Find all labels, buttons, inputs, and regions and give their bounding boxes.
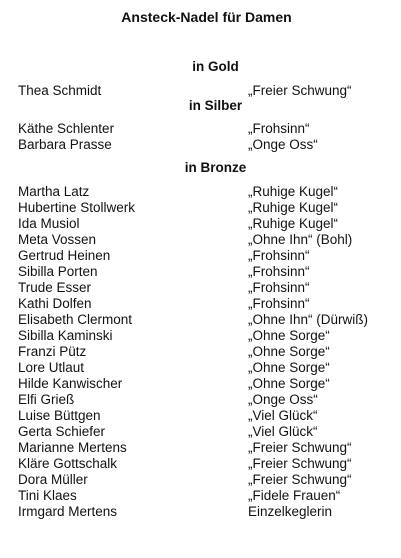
club-name: „Frohsinn“ — [248, 121, 310, 136]
list-item — [0, 344, 401, 360]
member-name: Luise Büttgen — [18, 408, 101, 423]
member-name: Käthe Schlenter — [18, 121, 115, 136]
club-name: „Freier Schwung“ — [248, 456, 352, 471]
member-name: Ida Musiol — [18, 216, 80, 231]
member-name: Hubertine Stollwerk — [18, 200, 136, 215]
member-name: Meta Vossen — [18, 232, 97, 247]
list-item — [0, 248, 401, 264]
member-name: Dora Müller — [18, 472, 88, 487]
club-name: „Freier Schwung“ — [248, 83, 352, 98]
list-item — [0, 328, 401, 344]
club-name: „Freier Schwung“ — [248, 472, 352, 487]
club-name: „Frohsinn“ — [248, 280, 310, 295]
list-item — [0, 232, 401, 248]
club-name: Einzelkeglerin — [248, 504, 333, 519]
list-item — [0, 376, 401, 392]
club-name: „Ohne Sorge“ — [248, 344, 330, 359]
list-item — [0, 280, 401, 296]
club-name: „Frohsinn“ — [248, 248, 310, 263]
member-name: Hilde Kanwischer — [18, 376, 123, 391]
club-name: „Ohne Sorge“ — [248, 376, 330, 391]
club-name: „Ohne Sorge“ — [248, 328, 330, 343]
list-item — [0, 264, 401, 280]
list-item — [0, 83, 401, 99]
list-item — [0, 440, 401, 456]
list-item — [0, 121, 401, 137]
list-item — [0, 408, 401, 424]
list-item — [0, 216, 401, 232]
club-name: „Ruhige Kugel“ — [248, 200, 339, 215]
club-name: „Viel Glück“ — [248, 424, 318, 439]
member-name: Irmgard Mertens — [18, 504, 118, 519]
member-name: Tini Klaes — [18, 488, 77, 503]
list-item — [0, 360, 401, 376]
list-item — [0, 424, 401, 440]
section-heading: in Silber — [188, 98, 243, 113]
club-name: „Ohne Ihn“ (Bohl) — [248, 232, 353, 247]
list-item — [0, 488, 401, 504]
list-item — [0, 504, 401, 520]
member-name: Trude Esser — [18, 280, 92, 295]
club-name: „Ruhige Kugel“ — [248, 184, 339, 199]
section-heading: in Gold — [192, 59, 239, 74]
list-item — [0, 312, 401, 328]
club-name: „Viel Glück“ — [248, 408, 318, 423]
member-name: Kläre Gottschalk — [18, 456, 118, 471]
list-item — [0, 472, 401, 488]
member-name: Franzi Pütz — [18, 344, 87, 359]
member-name: Gertrud Heinen — [18, 248, 111, 263]
member-name: Barbara Prasse — [18, 137, 112, 152]
member-name: Marianne Mertens — [18, 440, 127, 455]
list-item — [0, 392, 401, 408]
club-name: „Freier Schwung“ — [248, 440, 352, 455]
club-name: „Ruhige Kugel“ — [248, 216, 339, 231]
member-name: Sibilla Porten — [18, 264, 98, 279]
club-name: „Ohne Ihn“ (Dürwiß) — [248, 312, 369, 327]
club-name: „Frohsinn“ — [248, 264, 310, 279]
club-name: „Fidele Frauen“ — [248, 488, 341, 503]
member-name: Lore Utlaut — [18, 360, 85, 375]
member-name: Elisabeth Clermont — [18, 312, 133, 327]
list-item — [0, 184, 401, 200]
section-heading: in Bronze — [184, 160, 247, 175]
list-item — [0, 200, 401, 216]
member-name: Kathi Dolfen — [18, 296, 92, 311]
member-name: Martha Latz — [18, 184, 90, 199]
list-item — [0, 137, 401, 153]
member-name: Sibilla Kaminski — [18, 328, 113, 343]
club-name: „Onge Oss“ — [248, 392, 318, 407]
list-item — [0, 456, 401, 472]
club-name: „Frohsinn“ — [248, 296, 310, 311]
club-name: „Ohne Sorge“ — [248, 360, 330, 375]
list-item — [0, 296, 401, 312]
page-title: Ansteck-Nadel für Damen — [121, 9, 292, 25]
member-name: Elfi Grieß — [18, 392, 75, 407]
member-name: Thea Schmidt — [18, 83, 102, 98]
member-name: Gerta Schiefer — [18, 424, 106, 439]
club-name: „Onge Oss“ — [248, 137, 318, 152]
